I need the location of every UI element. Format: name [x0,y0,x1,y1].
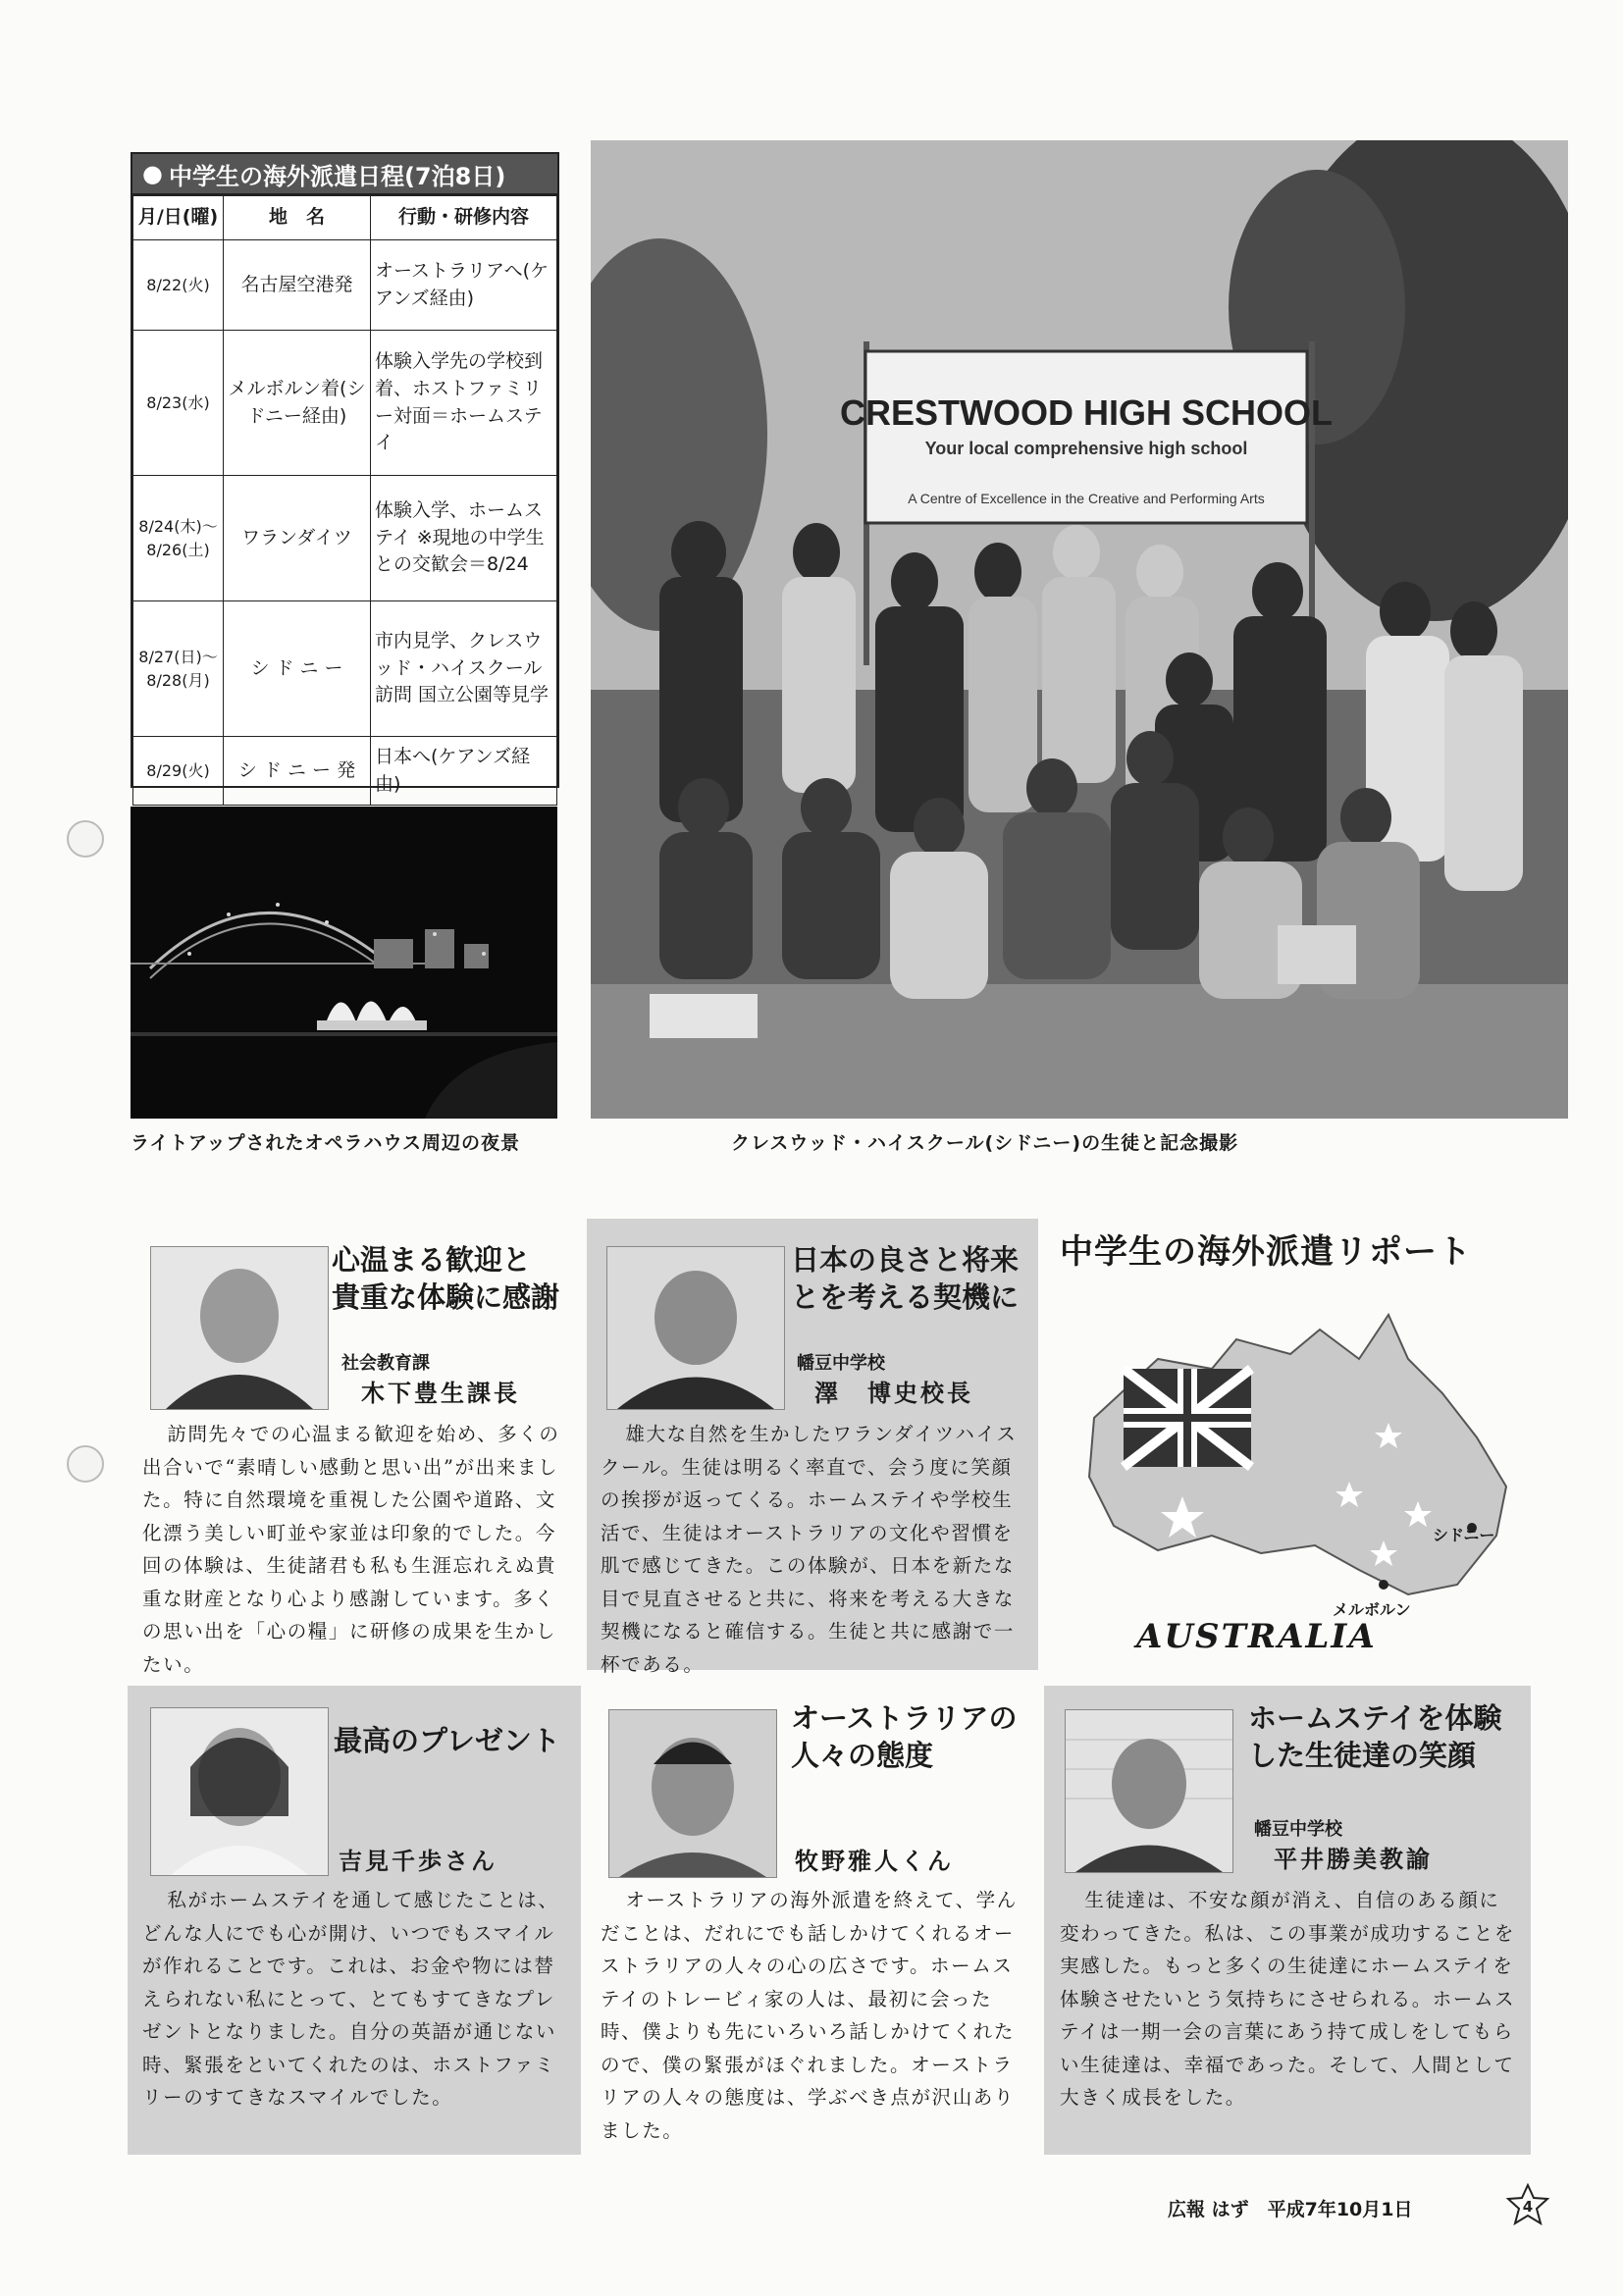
sign-line3: A Centre of Excellence in the Creative and Performing Arts [908,491,1265,506]
article-title-line1: 日本の良さと将来 [791,1243,1020,1277]
article-title-line2: とを考える契機に [791,1280,1020,1314]
article-title-line2: した生徒達の笑顔 [1248,1739,1477,1772]
date-cell: 8/22(火) [133,240,224,331]
page-number-badge [1506,2183,1549,2226]
portrait-yoshimi [150,1707,329,1876]
article-author: 平井勝美教諭 [1274,1846,1433,1873]
place-cell: 名古屋空港発 [224,240,371,331]
label-sydney: シドニー [1433,1526,1495,1544]
portrait-kinoshita [150,1246,329,1410]
article-org: 幡豆中学校 [1254,1819,1342,1840]
binder-hole-top [67,820,104,858]
date-cell: 8/27(日)〜8/28(月) [133,601,224,737]
date-cell: 8/29(火) [133,737,224,806]
group-photo [591,140,1568,1119]
place-cell: メルボルン着(シドニー経由) [224,331,371,476]
activity-cell: 日本へ(ケアンズ経由) [371,737,557,806]
article-author: 牧野雅人くん [795,1848,954,1875]
group-photo-image [591,140,1568,1119]
place-cell: ワランダイツ [224,476,371,601]
activity-cell: 市内見学、クレスウッド・ハイスクール訪問 国立公園等見学 [371,601,557,737]
binder-hole-bottom [67,1445,104,1483]
activity-cell: オーストラリアへ(ケアンズ経由) [371,240,557,331]
bullet-icon: ● [142,160,163,187]
portrait-hirai [1065,1709,1233,1873]
schedule-title: 中学生の海外派遣日程(7泊8日) [168,162,506,190]
portrait-sawa [606,1246,785,1410]
date-cell: 8/23(水) [133,331,224,476]
sign-line2: Your local comprehensive high school [924,439,1248,458]
night-photo-caption: ライトアップされたオペラハウス周辺の夜景 [131,1132,520,1154]
table-row [133,331,557,476]
opera-house-night-photo [131,807,557,1119]
place-cell: シ ド ニ ー 発 [224,737,371,806]
activity-cell: 体験入学、ホームステイ ※現地の中学生との交歓会＝8/24 [371,476,557,601]
article-title-line1: 心温まる歓迎と [332,1243,532,1277]
table-row [133,737,557,806]
article-title-line1: 最高のプレゼント [334,1724,560,1757]
article-author: 澤 博史校長 [814,1380,973,1407]
article-body: 雄大な自然を生かしたワランダイツハイスクール。生徒は明るく率直で、会う度に笑顔の挨拶が返ってくる。ホームステイや学校生活で、生徒はオーストラリアの文化や習慣を肌で感じてきた。この体験が、日本を新たな目で見直させると共に、将来を考える大きな契機になると確信する。生徒と共に感謝で一杯である。 [601,1423,1018,1676]
article-title-line1: ホームステイを体験 [1248,1701,1502,1735]
schedule-table [131,152,559,795]
page-number: 4 [1522,2198,1534,2216]
article-body: 訪問先々での心温まる歓迎を始め、多くの出合いで“素晴しい感動と思い出”が出来ました。特に自然環境を重視した公園や道路、文化漂う美しい町並や家並は印象的でした。今回の体験は、生徒諸君も私も生涯忘れえぬ貴重な財産となり心より感謝しています。多くの思い出を「心の糧」に研修の成果を生かしたい。 [142,1423,560,1676]
portrait-makino [608,1709,777,1878]
label-melbourne: メルボルン [1333,1600,1411,1619]
table-row [133,476,557,601]
article-title-line1: オーストラリアの [791,1701,1018,1735]
article-author: 吉見千歩さん [339,1848,497,1875]
col-place: 地 名 [224,196,371,240]
night-scene-image [131,807,557,1119]
col-activity: 行動・研修内容 [371,196,557,240]
sign-line1: CRESTWOOD HIGH SCHOOL [840,392,1333,433]
article-org: 幡豆中学校 [797,1353,885,1374]
place-cell: シ ド ニ ー [224,601,371,737]
article-body: 生徒達は、不安な顔が消え、自信のある顔に変わってきた。私は、この事業が成功することを実感した。もっと多くの生徒達にホームステイを体験させたいとう気持ちにさせられる。ホームステイは一期一会の言葉にあう持て成しをしてもらい生徒達は、幸福であった。そして、人間として大きく成長をした。 [1060,1889,1516,2109]
col-date: 月/日(曜) [133,196,224,240]
report-title: 中学生の海外派遣リポート [1060,1232,1472,1272]
article-author: 木下豊生課長 [361,1380,520,1407]
table-row [133,240,557,331]
footer-text: 広報 はず 平成7年10月1日 [1168,2199,1413,2220]
australia-map [1065,1300,1516,1624]
date-cell: 8/24(木)〜8/26(土) [133,476,224,601]
article-org: 社会教育課 [341,1353,430,1374]
flag-icon [1124,1369,1251,1467]
article-body: 私がホームステイを通して感じたことは、どんな人にでも心が開け、いつでもスマイルが作れることです。これは、お金や物には替えられない私にとって、とてもすてきなプレゼントとなりました。自分の英語が通じない時、緊張をといてくれたのは、ホストファミリーのすてきなスマイルでした。 [142,1889,559,2109]
article-title-line2: 人々の態度 [791,1739,934,1772]
australia-word: AUSTRALIA [1136,1617,1377,1656]
footer [1168,2195,1413,2221]
article-body: オーストラリアの海外派遣を終えて、学んだことは、だれにでも話しかけてくれるオーストラリアの人々の心の広さです。ホームステイのトレービィ家の人は、最初に会った時、僕よりも先にいろいろ話しかけてくれたので、僕の緊張がほぐれました。オーストラリアの人々の態度は、学ぶべき点が沢山ありました。 [601,1889,1018,2142]
activity-cell: 体験入学先の学校到着、ホストファミリー対面＝ホームステイ [371,331,557,476]
table-row [133,601,557,737]
article-title-line2: 貴重な体験に感謝 [332,1280,560,1314]
group-photo-caption: クレスウッド・ハイスクール(シドニー)の生徒と記念撮影 [731,1132,1239,1154]
